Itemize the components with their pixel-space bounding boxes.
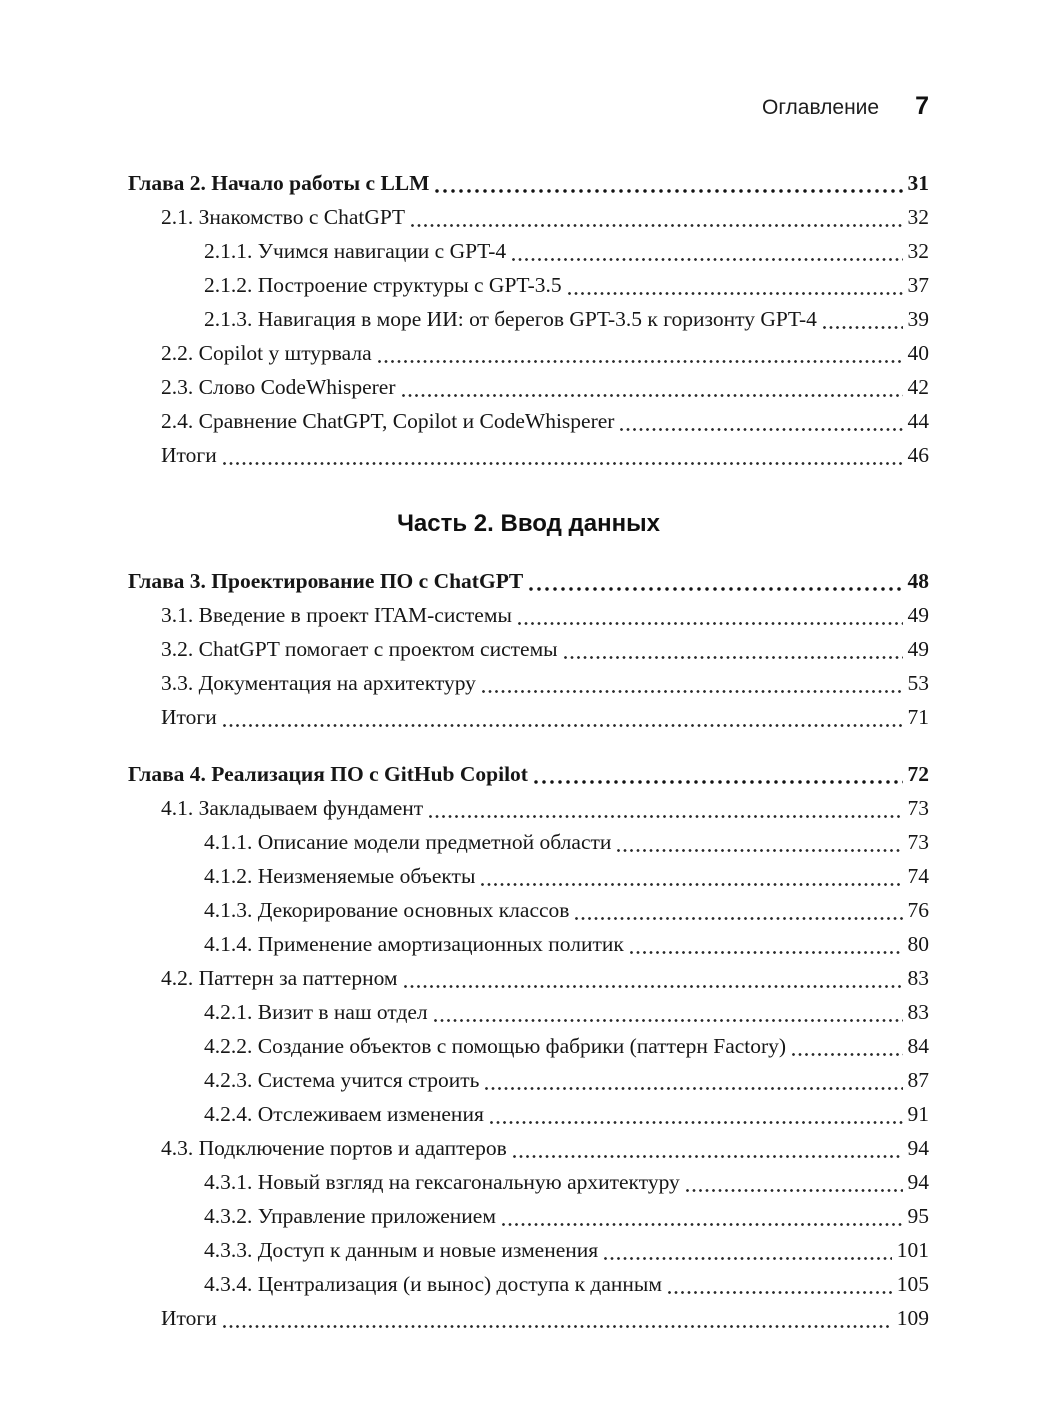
toc-entry-title: 2.2. Copilot у штурвала xyxy=(161,341,372,365)
toc-entry-chapter xyxy=(128,564,929,598)
toc-entry-section xyxy=(128,438,929,472)
toc-entry-title: 2.1. Знакомство с ChatGPT xyxy=(161,205,405,229)
toc-entry-title: Глава 3. Проектирование ПО с ChatGPT xyxy=(128,569,524,593)
toc-entry-title: 4.2.2. Создание объектов с помощью фабрики (паттерн Factory) xyxy=(204,1034,787,1058)
toc-leader-dots xyxy=(568,292,903,295)
toc-entry-page: 46 xyxy=(907,443,929,467)
toc-entry-title: 4.2.1. Визит в наш отдел xyxy=(204,1000,428,1024)
toc-entry-page: 101 xyxy=(896,1238,929,1262)
toc-entry-page: 76 xyxy=(907,898,929,922)
toc-entry-subsection xyxy=(128,1097,929,1131)
toc-entry-title: Глава 2. Начало работы с LLM xyxy=(128,171,430,195)
toc-entry-subsection xyxy=(128,927,929,961)
toc-entry-subsection xyxy=(128,234,929,268)
toc-entry-page: 95 xyxy=(907,1204,929,1228)
toc-entry-title: 2.1.3. Навигация в море ИИ: от берегов GPT-3.5 к горизонту GPT-4 xyxy=(204,307,817,331)
toc-leader-dots xyxy=(223,1325,892,1328)
toc-entry-section xyxy=(128,404,929,438)
toc-entry-page: 53 xyxy=(907,671,929,695)
toc-entry-page: 94 xyxy=(907,1136,929,1160)
toc-entry-page: 44 xyxy=(907,409,929,433)
toc-entry-title: 2.1.2. Построение структуры с GPT-3.5 xyxy=(204,273,562,297)
toc-entry-title: Глава 4. Реализация ПО с GitHub Copilot xyxy=(128,762,528,786)
toc-entry-title: 3.2. ChatGPT помогает с проектом системы xyxy=(161,637,558,661)
toc-leader-dots xyxy=(512,258,902,261)
toc-leader-dots xyxy=(668,1291,892,1294)
toc-entry-title: 4.1.4. Применение амортизационных политик xyxy=(204,932,624,956)
toc-entry-page: 87 xyxy=(907,1068,929,1092)
toc-entry-title: 4.2.3. Система учится строить xyxy=(204,1068,480,1092)
toc-leader-dots xyxy=(481,883,902,886)
toc-entry-title: Итоги xyxy=(161,1306,217,1330)
toc-entry-page: 49 xyxy=(907,637,929,661)
toc-entry-title: 3.3. Документация на архитектуру xyxy=(161,671,476,695)
toc-entry-title: 4.1.2. Неизменяемые объекты xyxy=(204,864,476,888)
toc-entry-subsection xyxy=(128,859,929,893)
toc-entry-page: 71 xyxy=(907,705,929,729)
toc-entry-page: 109 xyxy=(896,1306,929,1330)
toc-leader-dots xyxy=(529,587,902,591)
toc-leader-dots xyxy=(564,656,903,659)
toc-entry-title: 4.2. Паттерн за паттерном xyxy=(161,966,398,990)
toc-leader-dots xyxy=(402,394,903,397)
toc-entry-title: 4.3.3. Доступ к данным и новые изменения xyxy=(204,1238,599,1262)
toc-leader-dots xyxy=(411,224,903,227)
toc-entry-subsection xyxy=(128,1063,929,1097)
toc-entry-title: 4.3.2. Управление приложением xyxy=(204,1204,496,1228)
toc-entry-page: 73 xyxy=(907,796,929,820)
toc-entry-subsection xyxy=(128,893,929,927)
toc-entry-title: 3.1. Введение в проект ITAM-системы xyxy=(161,603,512,627)
toc-leader-dots xyxy=(518,622,903,625)
toc-entry-section xyxy=(128,598,929,632)
toc-leader-dots xyxy=(435,189,902,193)
toc-entry-section xyxy=(128,200,929,234)
toc-entry-page: 80 xyxy=(907,932,929,956)
toc-entry-title: 4.1.3. Декорирование основных классов xyxy=(204,898,570,922)
toc-entry-subsection xyxy=(128,1199,929,1233)
toc-entry-chapter xyxy=(128,166,929,200)
toc-entry-chapter xyxy=(128,757,929,791)
toc-entry-title: Итоги xyxy=(161,443,217,467)
toc-entry-page: 37 xyxy=(907,273,929,297)
toc-leader-dots xyxy=(502,1223,903,1226)
toc-leader-dots xyxy=(534,780,903,784)
toc-leader-dots xyxy=(604,1257,892,1260)
toc-entry-page: 32 xyxy=(907,239,929,263)
toc-entry-subsection xyxy=(128,1029,929,1063)
toc-entry-section xyxy=(128,791,929,825)
toc-entry-page: 83 xyxy=(907,1000,929,1024)
toc-entry-section xyxy=(128,370,929,404)
toc-leader-dots xyxy=(378,360,903,363)
toc-entry-subsection xyxy=(128,302,929,336)
toc-entry-title: 2.3. Слово CodeWhisperer xyxy=(161,375,396,399)
toc-entry-title: 4.3. Подключение портов и адаптеров xyxy=(161,1136,507,1160)
toc-entry-section xyxy=(128,1301,929,1335)
toc-leader-dots xyxy=(223,724,903,727)
toc-entry-page: 74 xyxy=(907,864,929,888)
toc-entry-page: 105 xyxy=(896,1272,929,1296)
toc-leader-dots xyxy=(686,1189,903,1192)
toc-entry-subsection xyxy=(128,995,929,1029)
toc-entry-page: 49 xyxy=(907,603,929,627)
toc-entry-page: 73 xyxy=(907,830,929,854)
toc-leader-dots xyxy=(429,815,902,818)
toc-entry-page: 39 xyxy=(907,307,929,331)
toc-leader-dots xyxy=(630,951,903,954)
toc-entry-title: 4.2.4. Отслеживаем изменения xyxy=(204,1102,484,1126)
toc-entry-page: 42 xyxy=(907,375,929,399)
toc-entry-section xyxy=(128,961,929,995)
toc-entry-page: 91 xyxy=(907,1102,929,1126)
toc-leader-dots xyxy=(482,690,903,693)
toc-list xyxy=(128,166,929,1335)
toc-leader-dots xyxy=(490,1121,903,1124)
toc-leader-dots xyxy=(513,1155,903,1158)
toc-entry-title: 4.1. Закладываем фундамент xyxy=(161,796,424,820)
toc-entry-subsection xyxy=(128,825,929,859)
toc-entry-page: 94 xyxy=(907,1170,929,1194)
toc-entry-title: 4.1.1. Описание модели предметной области xyxy=(204,830,612,854)
part-heading xyxy=(128,510,929,538)
toc-entry-page: 40 xyxy=(907,341,929,365)
toc-entry-subsection xyxy=(128,1233,929,1267)
toc-entry-title: 4.3.1. Новый взгляд на гексагональную архитектуру xyxy=(204,1170,680,1194)
toc-leader-dots xyxy=(223,462,903,465)
toc-entry-page: 31 xyxy=(907,171,929,195)
toc-entry-section xyxy=(128,1131,929,1165)
toc-entry-page: 83 xyxy=(907,966,929,990)
toc-entry-title: 2.4. Сравнение ChatGPT, Copilot и CodeWhisperer xyxy=(161,409,615,433)
running-header-page-number: 7 xyxy=(915,92,929,120)
toc-leader-dots xyxy=(620,428,902,431)
toc-entry-page: 48 xyxy=(907,569,929,593)
toc-entry-title: 2.1.1. Учимся навигации с GPT-4 xyxy=(204,239,507,263)
toc-entry-subsection xyxy=(128,1267,929,1301)
toc-leader-dots xyxy=(792,1053,902,1056)
toc-entry-section xyxy=(128,666,929,700)
toc-leader-dots xyxy=(617,849,902,852)
toc-entry-page: 84 xyxy=(907,1034,929,1058)
toc-leader-dots xyxy=(575,917,902,920)
toc-entry-section xyxy=(128,700,929,734)
toc-entry-subsection xyxy=(128,1165,929,1199)
toc-entry-title: 4.3.4. Централизация (и вынос) доступа к данным xyxy=(204,1272,662,1296)
toc-entry-section xyxy=(128,632,929,666)
toc-leader-dots xyxy=(434,1019,903,1022)
toc-entry-page: 72 xyxy=(907,762,929,786)
toc-entry-page: 32 xyxy=(907,205,929,229)
running-header xyxy=(762,92,929,121)
running-header-title: Оглавление xyxy=(762,96,880,119)
part-heading-text: Часть 2. Ввод данных xyxy=(397,510,660,537)
toc-entry-title: Итоги xyxy=(161,705,217,729)
toc-entry-section xyxy=(128,336,929,370)
toc-leader-dots xyxy=(404,985,903,988)
toc-leader-dots xyxy=(485,1087,902,1090)
toc-leader-dots xyxy=(823,326,903,329)
toc-entry-subsection xyxy=(128,268,929,302)
